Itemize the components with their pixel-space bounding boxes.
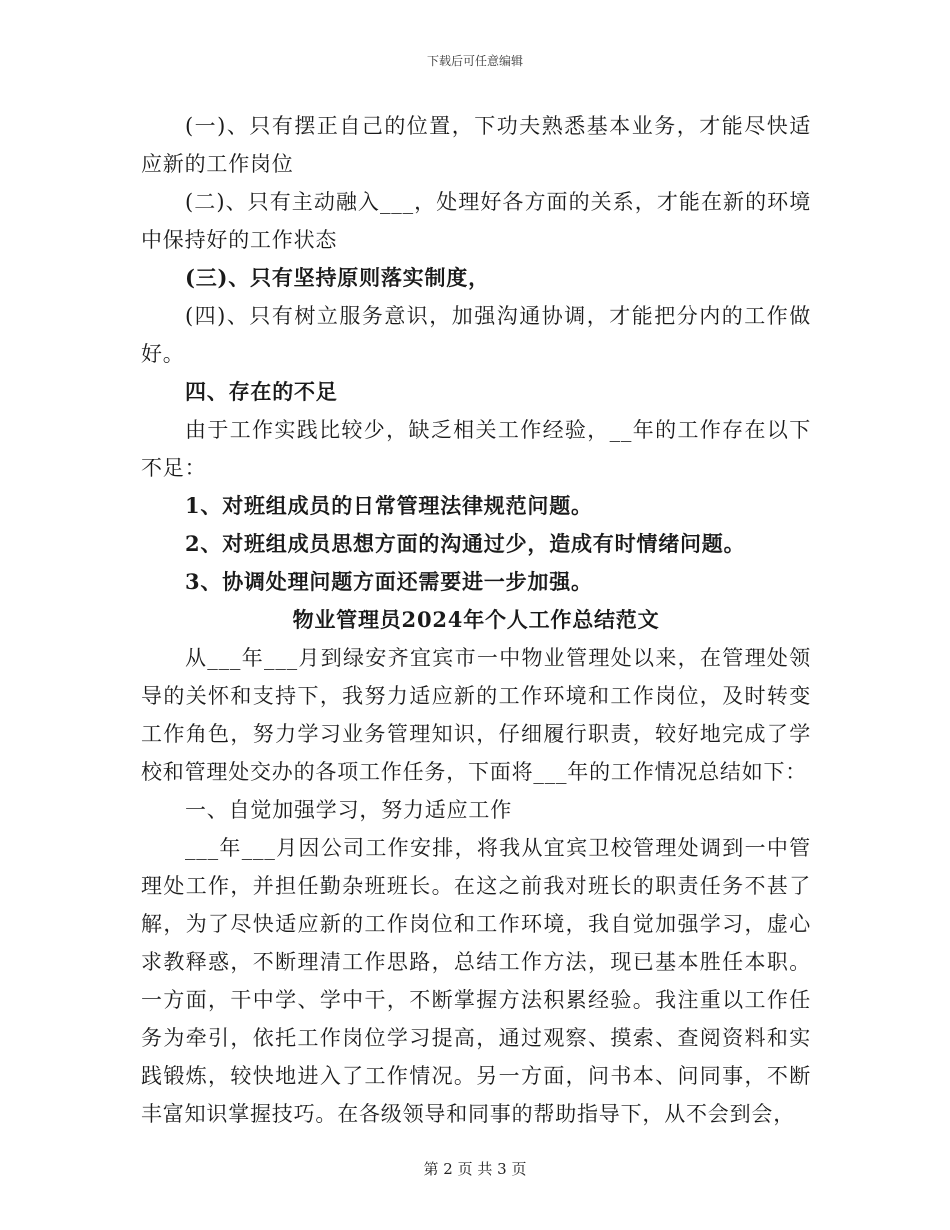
section-heading-shortcomings: 四、存在的不足 bbox=[185, 379, 338, 404]
paragraph-point-3: (三)、只有坚持原则落实制度， bbox=[185, 265, 490, 290]
paragraph-point-2: (二)、只有主动融入___，处理好各方面的关系，才能在新的环境中保持好的工作状态 bbox=[141, 190, 811, 252]
section-heading-learning: 一、自觉加强学习，努力适应工作 bbox=[185, 798, 512, 822]
document-body bbox=[141, 107, 811, 1133]
page-footer: 第 2 页 共 3 页 bbox=[423, 1160, 527, 1178]
list-item-shortcoming-3: 3、协调处理问题方面还需要进一步加强。 bbox=[185, 569, 593, 594]
list-item-shortcoming-2: 2、对班组成员思想方面的沟通过少，造成有时情绪问题。 bbox=[185, 531, 746, 556]
paragraph-point-1: (一)、只有摆正自己的位置，下功夫熟悉基本业务，才能尽快适应新的工作岗位 bbox=[141, 114, 811, 176]
paragraph-point-4: (四)、只有树立服务意识，加强沟通协调，才能把分内的工作做好。 bbox=[141, 304, 811, 366]
page-header: 下载后可任意编辑 bbox=[426, 54, 523, 68]
list-item-shortcoming-1: 1、对班组成员的日常管理法律规范问题。 bbox=[185, 493, 593, 518]
paragraph-intro: 从___年___月到绿安齐宜宾市一中物业管理处以来，在管理处领导的关怀和支持下，我努力适应新的工作环境和工作岗位，及时转变工作角色，努力学习业务管理知识，仔细履行职责，较好地完成了学校和管理处交办的各项工作任务，下面将___年的工作情况总结如下： bbox=[141, 646, 811, 784]
paragraph-shortcomings-intro: 由于工作实践比较少，缺乏相关工作经验，__年的工作存在以下不足： bbox=[141, 418, 811, 480]
document-title: 物业管理员2024年个人工作总结范文 bbox=[292, 607, 660, 632]
paragraph-learning: ___年___月因公司工作安排，将我从宜宾卫校管理处调到一中管理处工作，并担任勤杂班班长。在这之前我对班长的职责任务不甚了解，为了尽快适应新的工作岗位和工作环境，我自觉加强学习，虚心求教释惑，不断理清工作思路，总结工作方法，现已基本胜任本职。一方面，干中学、学中干，不断掌握方法积累经验。我注重以工作任务为牵引，依托工作岗位学习提高，通过观察、摸索、查阅资料和实践锻炼，较快地进入了工作情况。另一方面，问书本、问同事，不断丰富知识掌握技巧。在各级领导和同事的帮助指导下，从不会到会， bbox=[141, 836, 811, 1126]
